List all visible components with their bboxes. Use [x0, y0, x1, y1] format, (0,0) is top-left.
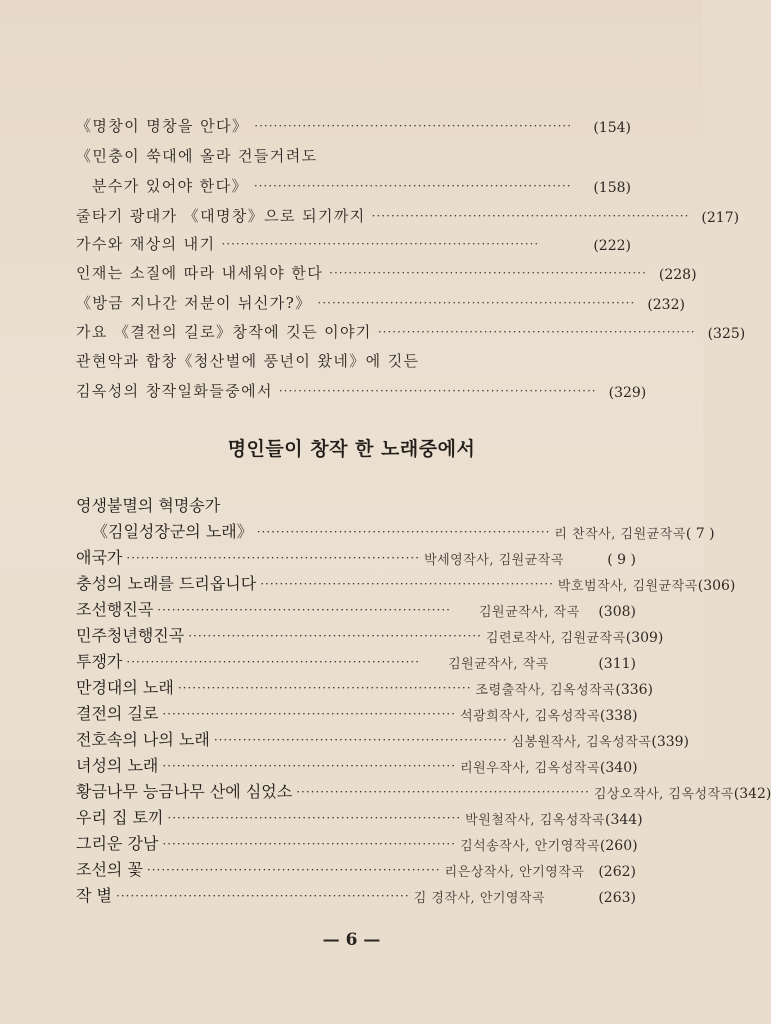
- dot-leader: ·····························································: [162, 707, 457, 721]
- toc-entry-title: 인재는 소질에 따라 내세워야 한다: [76, 264, 324, 282]
- dot-leader: ·····························································: [213, 733, 508, 747]
- toc-entry: [76, 108, 631, 136]
- song-title: 만경대의 노래: [76, 678, 174, 697]
- song-page: (311): [598, 656, 636, 672]
- song-credit: 리원우작사, 김옥성작곡: [460, 761, 600, 776]
- song-entry: [76, 750, 636, 776]
- song-credit: 김 경작사, 안기영작곡: [413, 891, 546, 906]
- song-page: ( 9 ): [607, 552, 636, 568]
- song-page: (263): [598, 890, 636, 906]
- song-page: (336): [615, 682, 654, 698]
- song-credit: 박원철작사, 김옥성작곡: [465, 813, 605, 828]
- toc-entry-title: 《방금 지나간 저분이 뉘신가?》: [76, 294, 312, 312]
- dot-leader: ·····························································: [296, 785, 590, 799]
- toc-entry-title: 김옥성의 창작일화들중에서: [76, 382, 273, 400]
- toc-entry-title: 분수가 있어야 한다》: [92, 177, 248, 195]
- song-credit: 리은상작사, 안기영작곡: [444, 865, 585, 880]
- dot-leader: ·····························································: [256, 525, 551, 539]
- toc-entry-title: 줄타기 광대가 《대명창》으로 되기까지: [76, 207, 366, 225]
- song-entry: [76, 880, 636, 906]
- dot-leader: ·····························································: [162, 837, 457, 851]
- song-title: 황금나무 능금나무 산에 심었소: [76, 782, 293, 801]
- dot-leader: ·····························································: [260, 577, 554, 591]
- song-title: 충성의 노래를 드리옵니다: [76, 574, 257, 593]
- song-entry: [76, 672, 654, 698]
- toc-entry-page: (232): [647, 297, 685, 313]
- toc-entry: [76, 138, 631, 166]
- song-credit: 김상오작사, 김옥성작곡: [593, 787, 734, 802]
- song-credit: 심봉원작사, 김옥성작곡: [511, 735, 652, 750]
- song-title: 결전의 길로: [76, 704, 159, 723]
- song-title: 우리 집 토끼: [76, 808, 164, 827]
- section-heading: 명인들이 창작 한 노래중에서: [227, 438, 476, 460]
- toc-entry-title: 가요 《결전의 길로》창작에 깃든 이야기: [76, 323, 372, 341]
- toc-entry: [76, 255, 697, 283]
- toc-entry: [76, 198, 740, 226]
- dot-leader: ··································································: [221, 237, 540, 251]
- song-page: (339): [651, 734, 690, 750]
- dot-leader: ·····························································: [162, 759, 457, 773]
- dot-leader: ··································································: [329, 266, 647, 280]
- toc-entry-page: (329): [608, 385, 647, 401]
- song-credit: 김석송작사, 안기영작곡: [460, 839, 600, 854]
- song-page: (306): [697, 578, 736, 594]
- toc-entry-title: 《민충이 쑥대에 올라 건들거려도: [76, 147, 318, 165]
- song-entry: [76, 854, 636, 880]
- song-title: 투쟁가: [76, 652, 123, 671]
- toc-entry-title: 《명창이 명창을 안다》: [76, 117, 249, 135]
- dot-leader: ··································································: [278, 384, 597, 398]
- song-page: (340): [599, 760, 638, 776]
- dot-leader: ··································································: [253, 179, 572, 193]
- song-entry: [76, 802, 643, 828]
- dot-leader: ·····························································: [167, 811, 462, 825]
- toc-entry-page: (325): [707, 326, 746, 342]
- toc-entry: [76, 314, 746, 342]
- toc-entry: [92, 168, 631, 196]
- song-title: 녀성의 노래: [76, 756, 159, 775]
- toc-entry-title: 가수와 재상의 내기: [76, 235, 216, 253]
- song-credit: 박호범작사, 김원균작곡: [557, 579, 698, 594]
- dot-leader: ··································································: [377, 325, 696, 339]
- toc-entry: [76, 226, 631, 254]
- dot-leader: ·····························································: [177, 681, 472, 695]
- song-entry: [76, 698, 636, 724]
- toc-entry-title: 관현악과 합창《청산벌에 풍년이 왔네》에 깃든: [76, 352, 420, 370]
- toc-entry-page: (158): [593, 180, 631, 196]
- toc-entry-page: (154): [593, 120, 631, 136]
- song-entry: [76, 828, 636, 854]
- dot-leader: ··································································: [371, 209, 690, 223]
- page-number: — 6 —: [322, 930, 381, 950]
- song-title: 애국가: [76, 548, 123, 567]
- song-page: (262): [598, 864, 636, 880]
- toc-entry-page: (222): [593, 238, 631, 254]
- song-credit: 리 찬작사, 김원균작곡: [554, 527, 686, 542]
- song-title: 조선행진곡: [76, 600, 154, 619]
- song-page: ( 7 ): [685, 526, 715, 542]
- dot-leader: ·····························································: [116, 889, 410, 903]
- song-page: (338): [599, 708, 638, 724]
- dot-leader: ··································································: [317, 296, 636, 310]
- song-page: (260): [599, 838, 638, 854]
- dot-leader: ·····························································: [126, 655, 421, 669]
- song-title: 작 별: [76, 886, 112, 905]
- song-title: 그리운 강남: [76, 834, 159, 853]
- song-title: 전호속의 나의 노래: [76, 730, 210, 749]
- song-page: (342): [733, 786, 771, 802]
- song-credit: 김원균작사, 작곡: [478, 605, 580, 620]
- song-credit: 조령출작사, 김옥성작곡: [475, 683, 616, 698]
- song-title: 민주청년행진곡: [76, 626, 185, 645]
- song-title: 《김일성장군의 노래》: [92, 522, 253, 541]
- song-page: (308): [598, 604, 636, 620]
- toc-entry: [76, 343, 631, 371]
- song-entry: [76, 542, 636, 568]
- dot-leader: ··································································: [254, 119, 573, 133]
- song-entry: [76, 776, 771, 802]
- song-entry: [76, 646, 636, 672]
- song-page: (309): [625, 630, 664, 646]
- song-entry: [92, 516, 715, 542]
- dot-leader: ·····························································: [188, 629, 482, 643]
- song-credit: 김원균작사, 작곡: [448, 657, 549, 672]
- song-entry: [76, 724, 690, 750]
- song-credit: 박세영작사, 김원균작곡: [424, 553, 564, 568]
- song-page: (344): [605, 812, 643, 828]
- song-entry: [76, 490, 636, 516]
- song-entry: [76, 594, 636, 620]
- toc-entry: [76, 285, 685, 313]
- toc-entry-page: (217): [701, 210, 740, 226]
- dot-leader: ·····························································: [126, 551, 421, 565]
- toc-entry-page: (228): [658, 267, 697, 283]
- dot-leader: ·····························································: [157, 603, 451, 617]
- song-credit: 김련로작사, 김원균작곡: [485, 631, 626, 646]
- song-title: 조선의 꽃: [76, 860, 143, 879]
- toc-entry: [76, 373, 647, 401]
- song-entry: [76, 620, 664, 646]
- dot-leader: ·····························································: [146, 863, 441, 877]
- song-credit: 석광희작사, 김옥성작곡: [460, 709, 600, 724]
- song-entry: [76, 568, 736, 594]
- song-title: 영생불멸의 혁명송가: [76, 496, 221, 515]
